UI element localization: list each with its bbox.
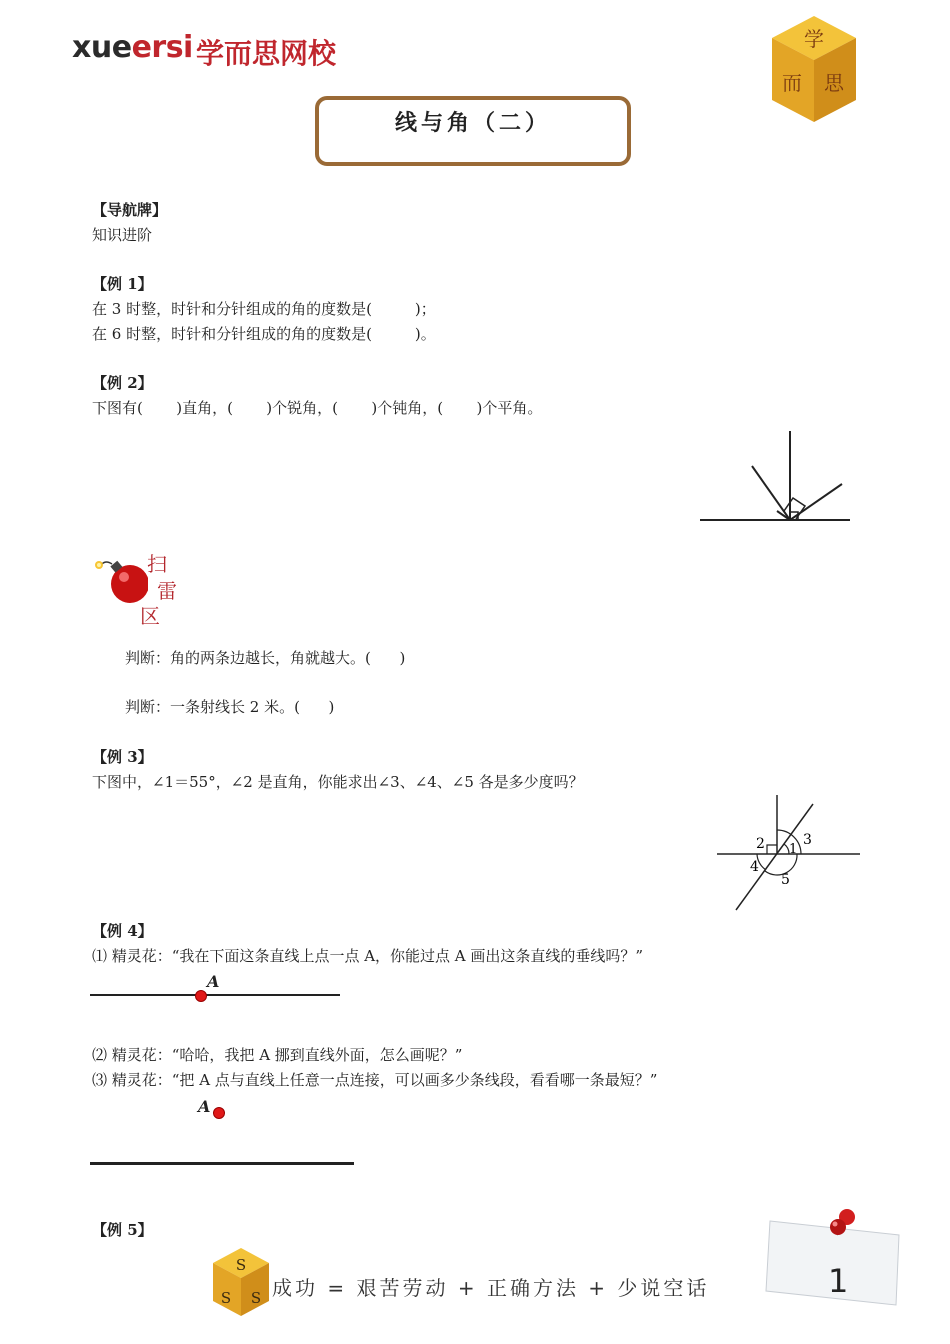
- bomb-icon: [88, 548, 148, 608]
- ex4-line-1: [90, 994, 340, 996]
- footer-motto: 成功 = 艰苦劳动 + 正确方法 + 少说空话: [272, 1276, 710, 1300]
- cube-char-1: 学: [804, 27, 824, 51]
- ex1-line2: 在 6 时整，时针和分针组成的角的度数是( )。: [92, 325, 436, 343]
- ex1-line1: 在 3 时整，时针和分针组成的角的度数是( )；: [92, 300, 436, 318]
- ex4-line-2: [90, 1162, 354, 1165]
- angle-label-3: 3: [803, 832, 812, 848]
- point-a2-marker: [213, 1107, 225, 1119]
- angle-label-1: 1: [789, 842, 798, 857]
- ex4-q2: ⑵ 精灵花：“哈哈，我把 A 挪到直线外面，怎么画呢？”: [92, 1046, 463, 1064]
- mine-char-3: 区: [140, 604, 160, 628]
- brand-cube-icon: [768, 14, 860, 124]
- cube-letter-2: S: [220, 1289, 232, 1307]
- angle-label-4: 4: [750, 859, 759, 875]
- mine-char-1: 扫: [147, 552, 167, 576]
- point-a2-label: A: [198, 1097, 211, 1116]
- ex4-q3: ⑶ 精灵花：“把 A 点与直线上任意一点连接，可以画多少条线段，看看哪一条最短？”: [92, 1071, 658, 1089]
- ex5-heading: 【例 5】: [92, 1221, 153, 1239]
- judge-1: 判断：角的两条边越长，角就越大。( ): [125, 649, 406, 667]
- point-a-marker: [195, 990, 207, 1002]
- ex2-text: 下图有( )直角，( )个锐角，( )个钝角，( )个平角。: [92, 399, 543, 417]
- cube-letter-3: S: [250, 1289, 262, 1307]
- ex4-q1: ⑴ 精灵花：“我在下面这条直线上点一点 A，你能过点 A 画出这条直线的垂线吗？”: [92, 947, 644, 965]
- mine-char-2: 雷: [157, 579, 177, 603]
- ex3-text: 下图中，∠1＝55°，∠2 是直角，你能求出∠3、∠4、∠5 各是多少度吗？: [92, 773, 584, 791]
- ex3-angle-diagram: [712, 792, 864, 914]
- logo-en: xueersi: [72, 30, 193, 65]
- cube-char-2: 而: [782, 71, 802, 95]
- point-a-label: A: [207, 972, 220, 991]
- ex3-heading: 【例 3】: [92, 748, 153, 766]
- nav-text: 知识进阶: [92, 226, 153, 244]
- nav-heading: 【导航牌】: [92, 201, 168, 219]
- judge-2: 判断：一条射线长 2 米。( ): [125, 698, 335, 716]
- ex1-heading: 【例 1】: [92, 275, 153, 293]
- angle-label-2: 2: [756, 836, 765, 852]
- ex2-heading: 【例 2】: [92, 374, 153, 392]
- cube-letter-1: S: [235, 1256, 247, 1274]
- angle-label-5: 5: [781, 872, 790, 888]
- ex4-heading: 【例 4】: [92, 922, 153, 940]
- logo-cn: 学而思网校: [196, 37, 337, 70]
- cube-char-3: 思: [824, 71, 844, 95]
- sss-cube-icon: [210, 1246, 272, 1318]
- page-number: 1: [828, 1262, 849, 1300]
- ex2-angle-diagram: [695, 428, 855, 528]
- page-title: 线与角（二）: [394, 110, 551, 136]
